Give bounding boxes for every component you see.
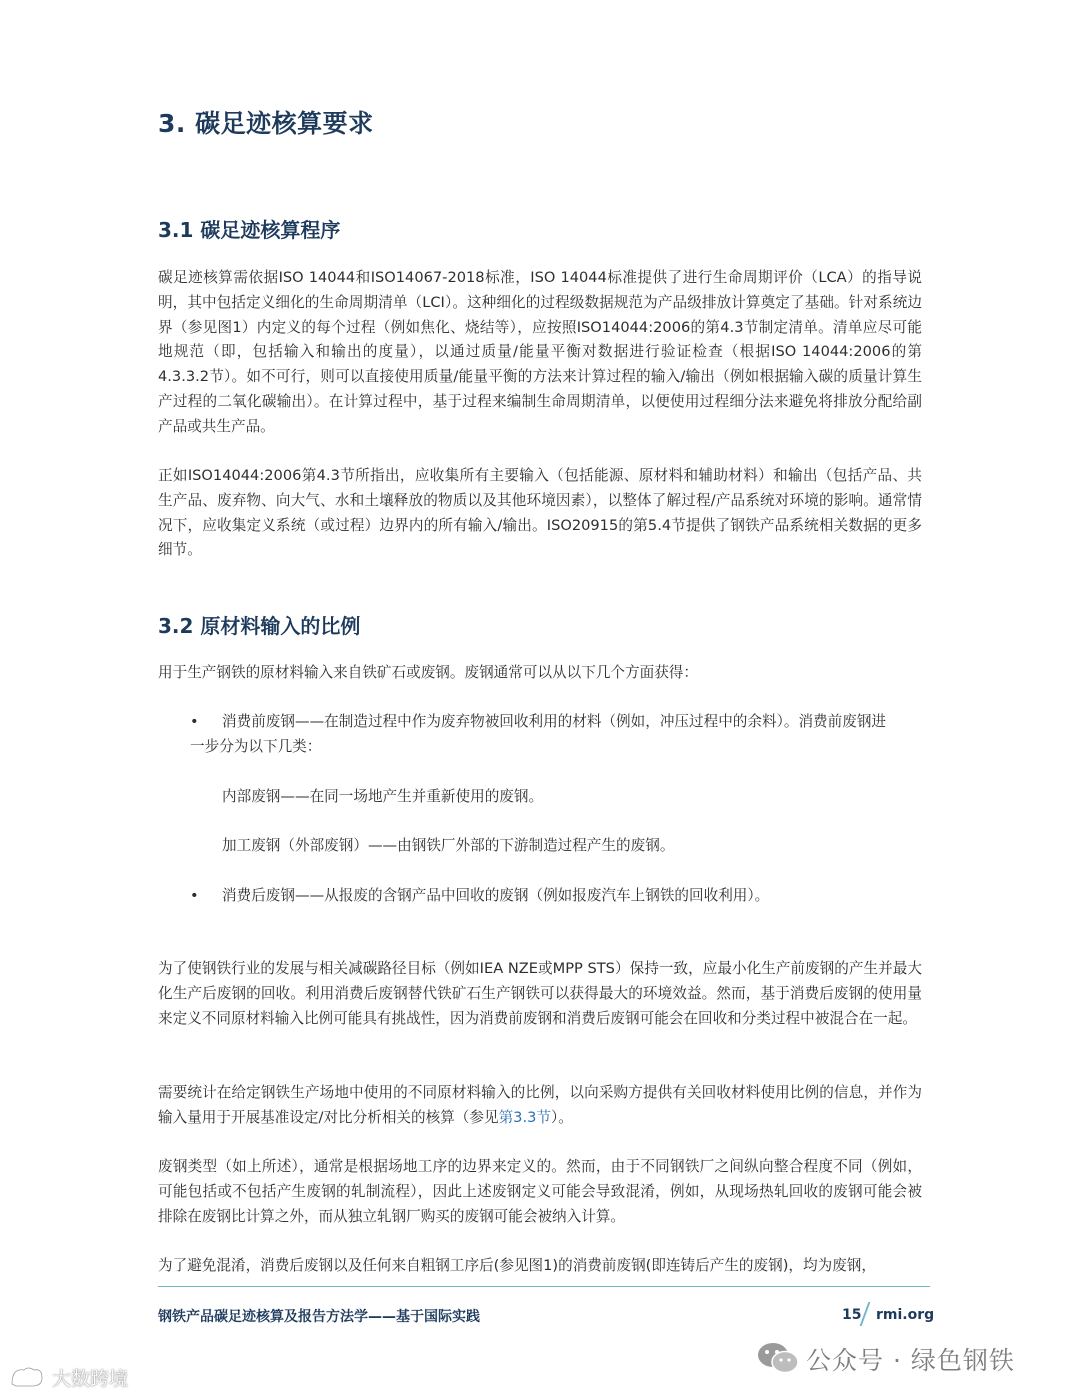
wechat-watermark (756, 1338, 1056, 1378)
bullet-pre-consumer-scrap (190, 710, 890, 760)
section-3-2-intro: 用于生产钢铁的原材料输入来自铁矿石或废钢。废钢通常可以从以下几个方面获得： (158, 664, 698, 681)
footer-page-info (842, 1300, 942, 1330)
section-3-2-paragraph-3: 为了使钢铁行业的发展与相关减碳路径目标（例如IEA NZE或MPP STS）保持一致，应最小化生产前废钢的产生并最大化生产后废钢的回收。利用消费后废钢替代铁矿石生产钢铁可以获得最大的环境效益。然而，基于消费后废钢的使用量来定义不同原材料输入比例可能具有挑战性，因为消费前废钢和消费后废钢可能会在回收和分类过程中被混合在一起。 (158, 960, 922, 1027)
bullet-dot: • (190, 713, 199, 730)
bullet-text: 消费后废钢——从报废的含钢产品中回收的废钢（例如报废汽车上钢铁的回收利用）。 (222, 887, 770, 904)
section-3-2-paragraph-5: 废钢类型（如上所述），通常是根据场地工序的边界来定义的。然而，由于不同钢铁厂之间纵向整合程度不同（例如，可能包括或不包括产生废钢的轧制流程），因此上述废钢定义可能会导致混淆，例如，从现场热轧回收的废钢可能会被排除在废钢比计算之外，而从独立轧钢厂购买的废钢可能会被纳入计算。 (158, 1158, 922, 1225)
bullet-dot: • (190, 887, 199, 904)
section-3-3-link[interactable]: 第3.3节 (498, 1108, 551, 1126)
wechat-icon (756, 1340, 800, 1376)
bullet-post-consumer-scrap (190, 884, 890, 909)
footer-site[interactable]: rmi.org (876, 1307, 935, 1323)
page-number: 15 (842, 1307, 862, 1323)
paragraph-text: 需要统计在给定钢铁生产场地中使用的不同原材料输入的比例，以向采购方提供有关回收材料使用比例的信息，并作为输入量用于开展基准设定/对比分析相关的核算（参见 (158, 1084, 922, 1126)
footer-divider (158, 1286, 930, 1287)
section-3-2-heading: 3.2 原材料输入的比例 (158, 614, 361, 638)
sub-item-internal-scrap: 内部废钢——在同一场地产生并重新使用的废钢。 (222, 788, 544, 805)
bullet-text: 消费前废钢——在制造过程中作为废弃物被回收利用的材料（例如，冲压过程中的余料）。消费前废钢进一步分为以下几类： (190, 713, 887, 755)
watermark-text: 大数跨境 (52, 1368, 129, 1390)
sub-item-processing-scrap: 加工废钢（外部废钢）——由钢铁厂外部的下游制造过程产生的废钢。 (222, 837, 675, 854)
paragraph-text: ）。 (550, 1108, 573, 1126)
section-3-2-paragraph-6: 为了避免混淆，消费后废钢以及任何来自粗钢工序后(参见图1)的消费前废钢(即连铸后产生的废钢)，均为废钢， (158, 1257, 876, 1274)
watermark-logo-icon (8, 1364, 52, 1390)
wechat-account-name: 公众号 · 绿色钢铁 (806, 1346, 1015, 1375)
section-3-heading: 3. 碳足迹核算要求 (158, 109, 374, 138)
section-3-1-paragraph-1: 碳足迹核算需依据ISO 14044和ISO14067-2018标准，ISO 14044标准提供了进行生命周期评价（LCA）的指导说明，其中包括定义细化的生命周期清单（LCI）。这种细化的过程级数据规范为产品级排放计算奠定了基础。针对系统边界（参见图1）内定义的每个过程（例如焦化、烧结等），应按照ISO14044:2006的第4.3节制定清单。清单应尽可能地规范（即，包括输入和输出的度量），以通过质量/能量平衡对数据进行验证检查（根据ISO 14044:2006的第4.3.3.2节）。如不可行，则可以直接使用质量/能量平衡的方法来计算过程的输入/输出（例如根据输入碳的质量计算生产过程的二氧化碳输出）。在计算过程中，基于过程来编制生命周期清单，以便使用过程细分法来避免将排放分配给副产品或共生产品。 (158, 269, 922, 435)
section-3-1-paragraph-2: 正如ISO14044:2006第4.3节所指出，应收集所有主要输入（包括能源、原材料和辅助材料）和输出（包括产品、共生产品、废弃物、向大气、水和土壤释放的物质以及其他环境因素），以整体了解过程/产品系统对环境的影响。通常情况下，应收集定义系统（或过程）边界内的所有输入/输出。ISO20915的第5.4节提供了钢铁产品系统相关数据的更多细节。 (158, 467, 922, 559)
section-3-1-heading: 3.1 碳足迹核算程序 (158, 218, 341, 242)
footer-document-title: 钢铁产品碳足迹核算及报告方法学——基于国际实践 (158, 1309, 480, 1325)
section-3-2-paragraph-4 (158, 1081, 922, 1131)
corner-watermark (8, 1362, 178, 1392)
